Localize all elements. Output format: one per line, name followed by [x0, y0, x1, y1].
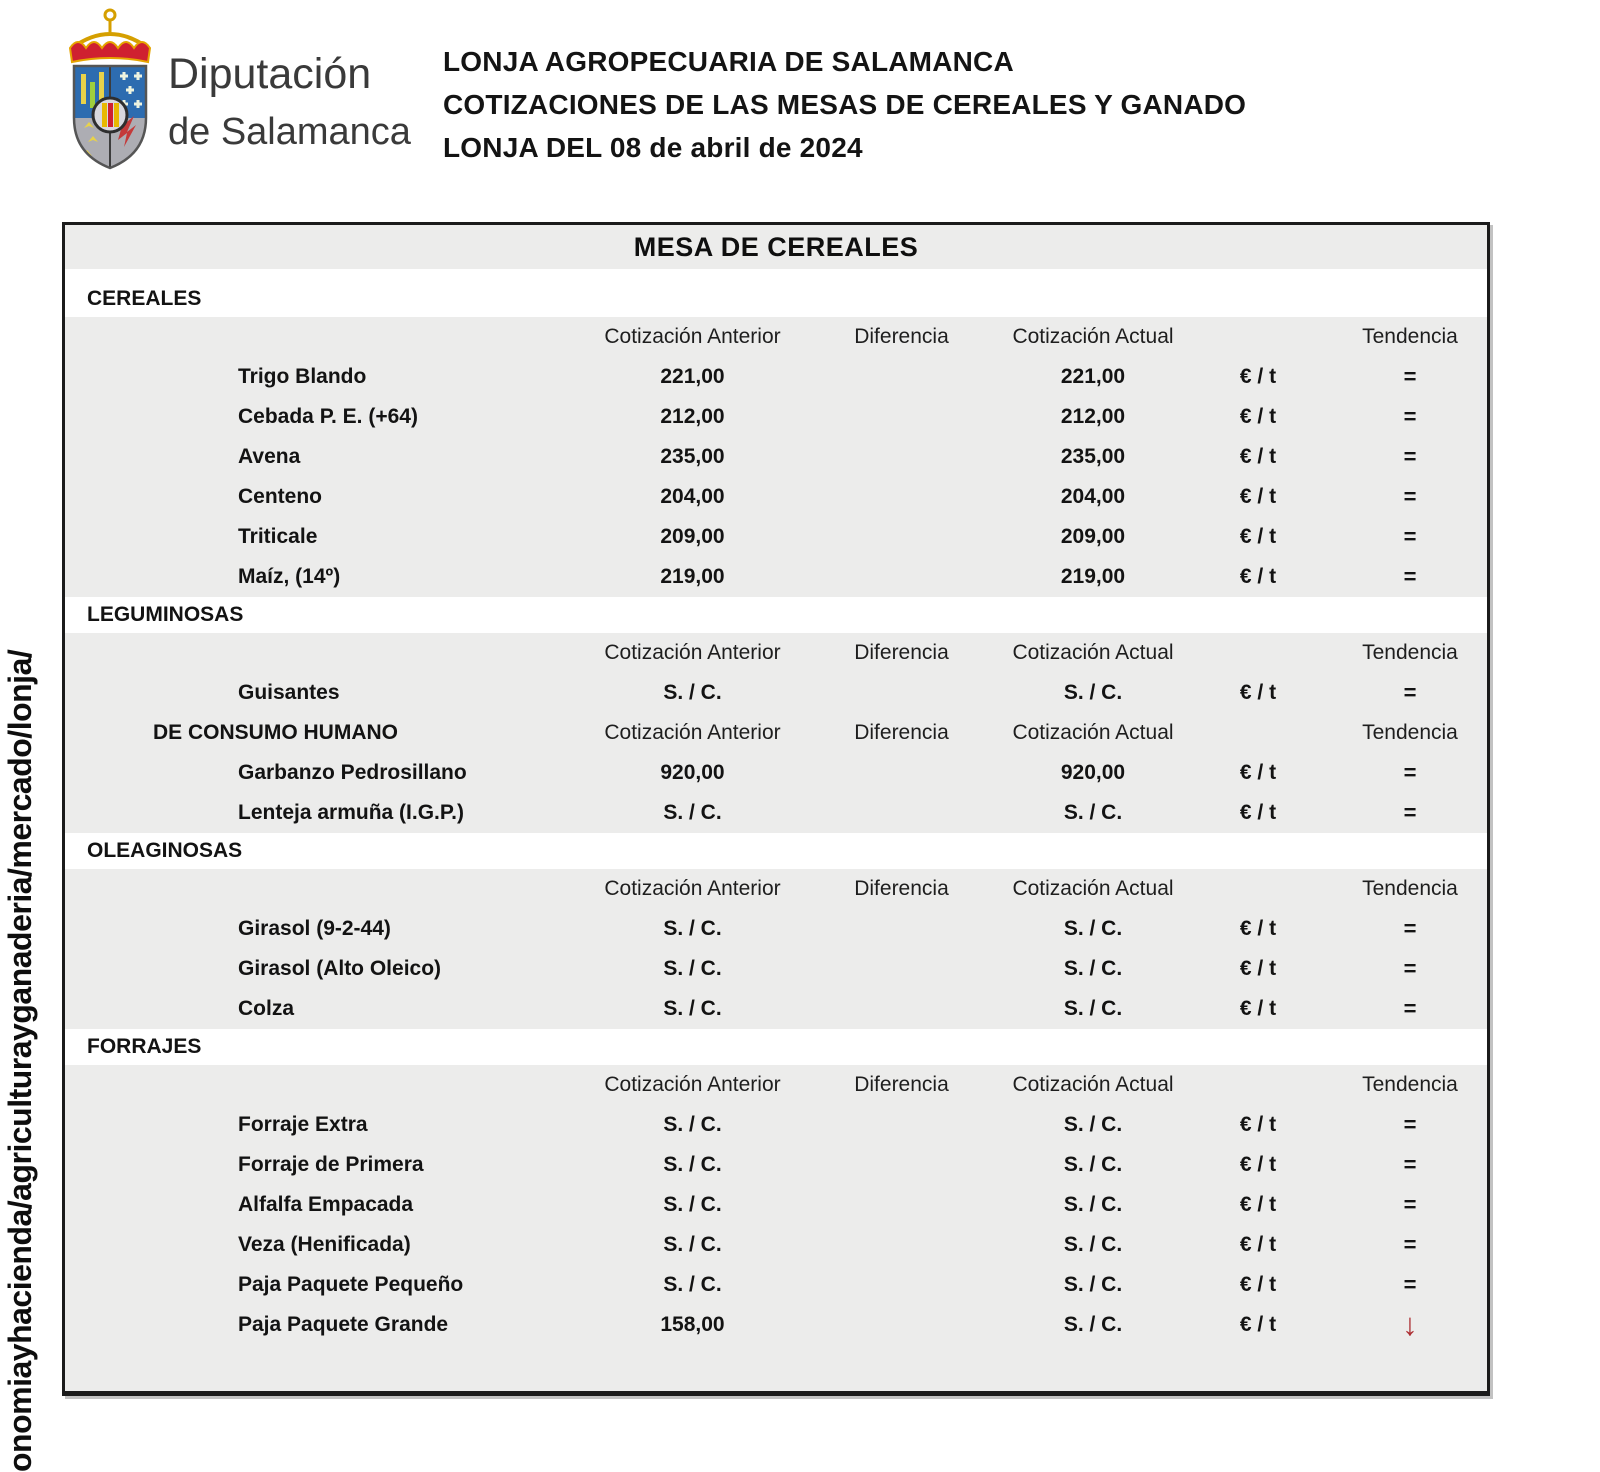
col-cotizacion-actual: Cotización Actual	[1012, 325, 1174, 348]
cotizacion-actual-value: S. / C.	[1063, 1233, 1123, 1256]
unit-label: € / t	[1239, 485, 1277, 508]
tendencia-symbol: =	[1403, 956, 1417, 981]
tendencia-symbol: =	[1403, 1152, 1417, 1177]
tendencia-symbol: ↓	[1402, 1307, 1418, 1342]
col-tendencia: Tendencia	[1362, 1073, 1458, 1096]
column-header-row	[65, 869, 1487, 909]
tendencia-symbol: =	[1403, 916, 1417, 941]
unit-label: € / t	[1239, 525, 1277, 548]
table-row	[65, 1225, 1487, 1265]
cotizacion-anterior-value: 920,00	[660, 761, 725, 784]
col-cotizacion-actual: Cotización Actual	[1012, 1073, 1174, 1096]
col-cotizacion-anterior: Cotización Anterior	[604, 325, 781, 348]
cotizacion-anterior-value: S. / C.	[663, 681, 722, 704]
unit-label: € / t	[1239, 405, 1277, 428]
tendencia-symbol: =	[1403, 524, 1417, 549]
unit-label: € / t	[1239, 1193, 1277, 1216]
org-name-line1: Diputación	[168, 50, 372, 98]
unit-label: € / t	[1239, 1313, 1277, 1336]
cotizacion-actual-value: 920,00	[1060, 761, 1126, 784]
col-cotizacion-anterior: Cotización Anterior	[604, 877, 781, 900]
cotizacion-actual-value: S. / C.	[1063, 997, 1123, 1020]
unit-label: € / t	[1239, 917, 1277, 940]
table-row	[65, 1265, 1487, 1305]
section-header-label: FORRAJES	[87, 1035, 202, 1058]
vertical-url-text: onomiayhacienda/agriculturayganaderia/mercado/lonja/	[2, 649, 38, 1472]
unit-label: € / t	[1239, 997, 1277, 1020]
title-line-1: LONJA AGROPECUARIA DE SALAMANCA	[443, 46, 1014, 77]
col-cotizacion-actual: Cotización Actual	[1012, 877, 1174, 900]
product-name: Veza (Henificada)	[238, 1233, 411, 1256]
table-row	[65, 793, 1487, 833]
cotizacion-actual-value: S. / C.	[1063, 1153, 1123, 1176]
cotizacion-anterior-value: S. / C.	[663, 1273, 722, 1296]
column-header-row	[65, 633, 1487, 673]
cotizacion-anterior-value: S. / C.	[663, 997, 722, 1020]
col-cotizacion-actual: Cotización Actual	[1012, 641, 1174, 664]
cotizacion-anterior-value: 209,00	[660, 525, 725, 548]
tendencia-symbol: =	[1403, 760, 1417, 785]
table-row	[65, 1305, 1487, 1345]
tendencia-symbol: =	[1403, 564, 1417, 589]
title-line-3: LONJA DEL 08 de abril de 2024	[443, 132, 863, 163]
coat-of-arms-icon	[58, 6, 162, 182]
col-diferencia: Diferencia	[854, 721, 949, 744]
unit-label: € / t	[1239, 365, 1277, 388]
cotizacion-anterior-value: 204,00	[660, 485, 725, 508]
unit-label: € / t	[1239, 1153, 1277, 1176]
column-header-row	[65, 317, 1487, 357]
table-row	[65, 949, 1487, 989]
tendencia-symbol: =	[1403, 1192, 1417, 1217]
cotizacion-anterior-value: S. / C.	[663, 1193, 722, 1216]
product-name: Colza	[238, 997, 295, 1020]
tendencia-symbol: =	[1403, 1232, 1417, 1257]
col-tendencia: Tendencia	[1362, 325, 1458, 348]
unit-label: € / t	[1239, 681, 1277, 704]
product-name: Forraje Extra	[238, 1113, 368, 1136]
table-row	[65, 989, 1487, 1029]
cotizacion-anterior-value: S. / C.	[663, 917, 722, 940]
product-name: Paja Paquete Pequeño	[238, 1273, 464, 1296]
column-header-row	[65, 1065, 1487, 1105]
tendencia-symbol: =	[1403, 1112, 1417, 1137]
col-tendencia: Tendencia	[1362, 877, 1458, 900]
cotizacion-anterior-value: S. / C.	[663, 1233, 722, 1256]
col-tendencia: Tendencia	[1362, 641, 1458, 664]
col-diferencia: Diferencia	[854, 877, 949, 900]
table-row	[65, 753, 1487, 793]
product-name: Centeno	[238, 485, 322, 508]
table-row	[65, 1105, 1487, 1145]
unit-label: € / t	[1239, 1273, 1277, 1296]
tendencia-symbol: =	[1403, 484, 1417, 509]
unit-label: € / t	[1239, 1233, 1277, 1256]
col-cotizacion-actual: Cotización Actual	[1012, 721, 1174, 744]
cotizacion-anterior-value: S. / C.	[663, 1113, 722, 1136]
cotizacion-actual-value: S. / C.	[1063, 1113, 1123, 1136]
cotizacion-actual-value: 221,00	[1060, 365, 1126, 388]
document-title-block	[443, 40, 1246, 169]
col-diferencia: Diferencia	[854, 1073, 949, 1096]
tendencia-symbol: =	[1403, 680, 1417, 705]
table-body	[65, 281, 1487, 1345]
section-header-row	[65, 597, 1487, 633]
cotizacion-anterior-value: 212,00	[660, 405, 725, 428]
table-row	[65, 1145, 1487, 1185]
title-line-2: COTIZACIONES DE LAS MESAS DE CEREALES Y GANADO	[443, 89, 1247, 120]
product-name: Guisantes	[238, 681, 340, 704]
unit-label: € / t	[1239, 565, 1277, 588]
product-name: Girasol (Alto Oleico)	[238, 957, 442, 980]
tendencia-symbol: =	[1403, 800, 1417, 825]
cotizacion-anterior-value: S. / C.	[663, 957, 722, 980]
org-name	[168, 50, 411, 154]
unit-label: € / t	[1239, 761, 1277, 784]
cotizacion-anterior-value: 219,00	[660, 565, 725, 588]
col-diferencia: Diferencia	[854, 325, 949, 348]
table-row	[65, 1185, 1487, 1225]
section-header-row	[65, 1029, 1487, 1065]
cotizacion-actual-value: S. / C.	[1063, 917, 1123, 940]
cotizacion-anterior-value: S. / C.	[663, 1153, 722, 1176]
section-header-row	[65, 281, 1487, 317]
cotizacion-actual-value: S. / C.	[1063, 801, 1123, 824]
cotizacion-anterior-value: 221,00	[660, 365, 725, 388]
tendencia-symbol: =	[1403, 404, 1417, 429]
tendencia-symbol: =	[1403, 364, 1417, 389]
unit-label: € / t	[1239, 801, 1277, 824]
cotizacion-anterior-value: S. / C.	[663, 801, 722, 824]
cotizacion-anterior-value: 235,00	[660, 445, 725, 468]
cotizacion-actual-value: S. / C.	[1063, 1273, 1123, 1296]
cotizacion-actual-value: 204,00	[1060, 485, 1126, 508]
table-row	[65, 437, 1487, 477]
section-header-label: OLEAGINOSAS	[87, 839, 243, 862]
product-name: Forraje de Primera	[238, 1153, 424, 1176]
table-row	[65, 517, 1487, 557]
section-header-label: LEGUMINOSAS	[87, 603, 244, 626]
table-title: MESA DE CEREALES	[65, 225, 1487, 269]
table-row	[65, 357, 1487, 397]
spacer	[65, 269, 1487, 281]
tendencia-symbol: =	[1403, 996, 1417, 1021]
cotizacion-anterior-value: 158,00	[660, 1313, 725, 1336]
product-name: Maíz, (14º)	[238, 565, 341, 588]
unit-label: € / t	[1239, 445, 1277, 468]
product-name: Trigo Blando	[238, 365, 367, 388]
org-name-line2: de Salamanca	[168, 111, 411, 153]
table-row	[65, 477, 1487, 517]
col-cotizacion-anterior: Cotización Anterior	[604, 641, 781, 664]
unit-label: € / t	[1239, 1113, 1277, 1136]
table-bottom-filler	[65, 1345, 1487, 1391]
table-row	[65, 909, 1487, 949]
cotizacion-actual-value: S. / C.	[1063, 1313, 1123, 1336]
table-row	[65, 673, 1487, 713]
product-name: Garbanzo Pedrosillano	[238, 761, 467, 784]
product-name: Lenteja armuña (I.G.P.)	[238, 801, 465, 824]
cotizacion-actual-value: S. / C.	[1063, 957, 1123, 980]
cotizacion-actual-value: S. / C.	[1063, 1193, 1123, 1216]
subsection-label: DE CONSUMO HUMANO	[153, 721, 398, 744]
col-diferencia: Diferencia	[854, 641, 949, 664]
diputacion-logo	[58, 6, 168, 186]
col-tendencia: Tendencia	[1362, 721, 1458, 744]
product-name: Girasol (9-2-44)	[238, 917, 391, 940]
cotizacion-actual-value: 219,00	[1060, 565, 1126, 588]
product-name: Triticale	[238, 525, 318, 548]
cotizacion-actual-value: 209,00	[1060, 525, 1126, 548]
product-name: Cebada P. E. (+64)	[238, 405, 418, 428]
tendencia-symbol: =	[1403, 444, 1417, 469]
product-name: Paja Paquete Grande	[238, 1313, 449, 1336]
cotizacion-actual-value: S. / C.	[1063, 681, 1123, 704]
column-header-row	[65, 713, 1487, 753]
table-row	[65, 557, 1487, 597]
tendencia-symbol: =	[1403, 1272, 1417, 1297]
table-row	[65, 397, 1487, 437]
product-name: Avena	[238, 445, 301, 468]
section-header-row	[65, 833, 1487, 869]
mesa-de-cereales-table	[62, 222, 1490, 1396]
cotizacion-actual-value: 235,00	[1060, 445, 1126, 468]
cotizacion-actual-value: 212,00	[1060, 405, 1126, 428]
section-header-label: CEREALES	[87, 287, 202, 310]
unit-label: € / t	[1239, 957, 1277, 980]
col-cotizacion-anterior: Cotización Anterior	[604, 721, 781, 744]
col-cotizacion-anterior: Cotización Anterior	[604, 1073, 781, 1096]
product-name: Alfalfa Empacada	[238, 1193, 414, 1216]
